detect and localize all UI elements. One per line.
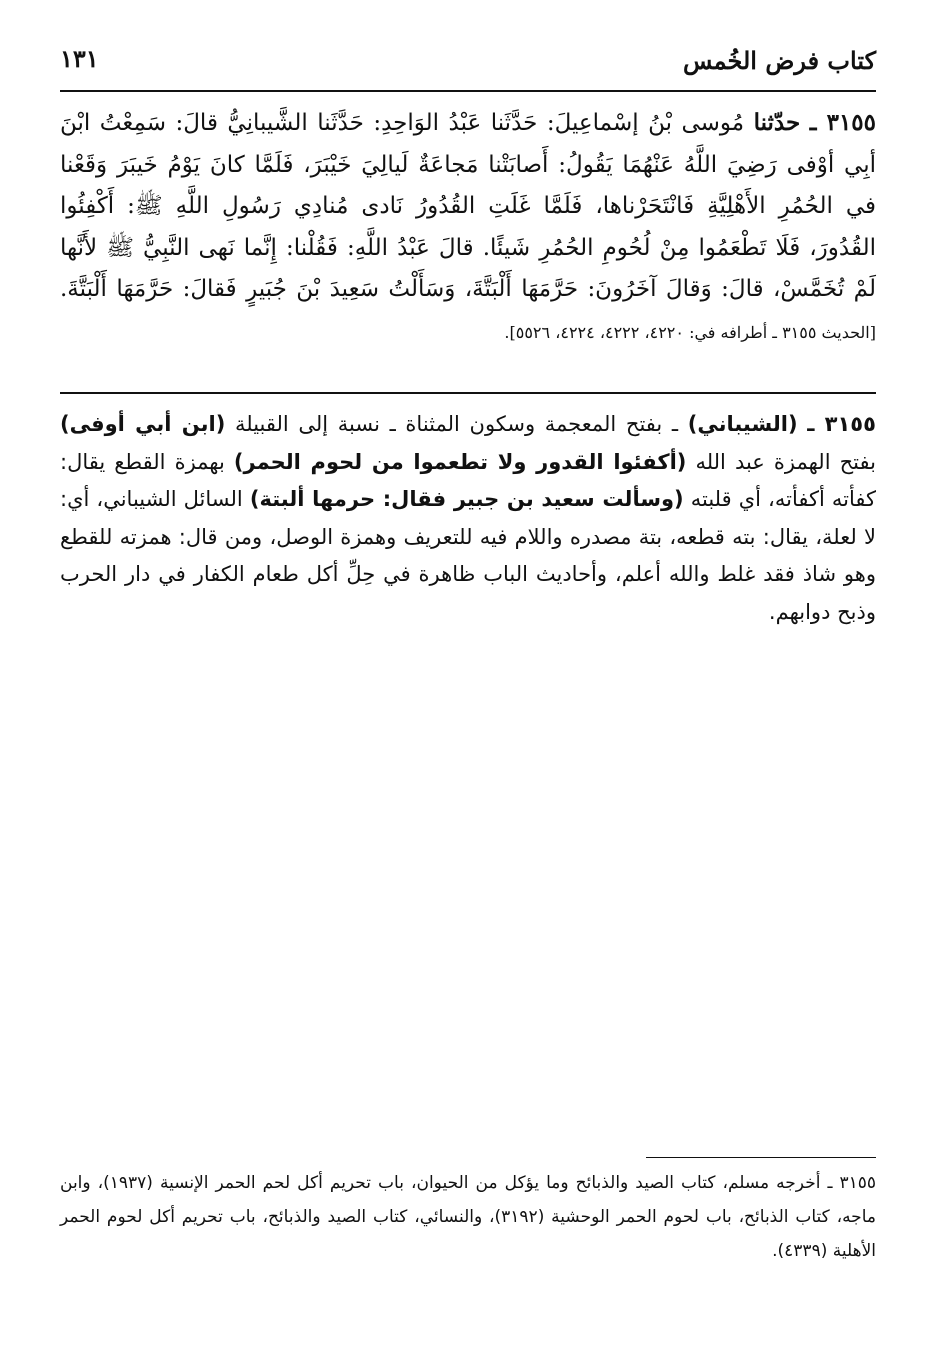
commentary-term-2: (ابن أبي أوفى): [60, 412, 226, 436]
commentary-text-4: السائل الشيباني، أي: لا لعلة، يقال: بته قطعه، بتة مصدره واللام فيه للتعريف وهمزة الوصل، ومن قال: همزته للقطع وهو شاذ فقد غلط والله أعلم، وأحاديث الباب ظاهرة في حِلِّ أكل طعام الكفار في دار الحرب وذبح دوابهم.: [60, 487, 876, 624]
page-header: [60, 40, 876, 92]
commentary-text-2: بفتح الهمزة عبد الله: [695, 449, 876, 474]
commentary-text-1: ـ بفتح المعجمة وسكون المثناة ـ نسبة إلى القبيلة: [235, 412, 679, 436]
hadith-references: [الحديث ٣١٥٥ ـ أطرافه في: ٤٢٢٠، ٤٢٢٢، ٤٢٢٤، ٥٥٢٦].: [504, 322, 876, 342]
hadith-text: [60, 102, 876, 353]
hadith-number: ٣١٥٥ ـ: [809, 109, 877, 136]
hadith-body: مُوسى بْنُ إسْماعِيلَ: حَدَّثَنا عَبْدُ الوَاحِدِ: حَدَّثَنا الشَّيبانِيُّ قالَ: سَمِعْتُ ابْنَ أبِي أوْفى رَضِيَ اللَّهُ عَنْهُمَا يَقُولُ: أَصابَتْنا مَجاعَةٌ لَيالِيَ خَيْبَرَ، فَلَمَّا كانَ يَوْمُ خَيبَرَ وَقَعْنا في الحُمُرِ الأَهْلِيَّةِ فَانْتَحَرْناها، فَلَمَّا غَلَتِ القُدُورُ نَادى مُنادِي رَسُولِ اللَّهِ ﷺ: أَكْفِئُوا القُدُورَ، فَلَا تَطْعَمُوا مِنْ لُحُومِ الحُمُرِ شَيئًا. قالَ عَبْدُ اللَّهِ: فَقُلْنا: إِنَّما نَهى النَّبِيُّ ﷺ لأَنَّها لَمْ تُخَمَّسْ، قالَ: وَقالَ آخَرُونَ: حَرَّمَهَا أَلْبَتَّةَ، وَسَأَلْتُ سَعِيدَ بْنَ جُبَيرٍ فَقالَ: حَرَّمَهَا أَلْبَتَّةَ.: [60, 110, 876, 302]
commentary-term-1: (الشيباني): [687, 412, 798, 436]
commentary-term-3: (أكفئوا القدور ولا تطعموا من لحوم الحمر): [233, 449, 687, 474]
section-divider: [60, 392, 876, 394]
page-number: ١٣١: [60, 44, 99, 73]
commentary-term-4: (وسألت سعيد بن جبير فقال: حرمها ألبتة): [249, 487, 684, 511]
footnote: ٣١٥٥ ـ أخرجه مسلم، كتاب الصيد والذبائح وما يؤكل من الحيوان، باب تحريم أكل لحم الحمر الإنسية (١٩٣٧)، وابن ماجه، كتاب الذبائح، باب لحوم الحمر الوحشية (٣١٩٢)، والنسائي، كتاب الصيد والذبائح، باب تحريم أكل لحوم الحمر الأهلية (٤٣٣٩).: [60, 1173, 876, 1261]
running-title: كتاب فرض الخُمس: [683, 46, 876, 75]
commentary-text-3: بهمزة القطع يقال: كفأته أكفأته، أي قلبته: [60, 449, 876, 511]
commentary-number: ٣١٥٥ ـ: [807, 412, 876, 436]
commentary-text: [60, 406, 876, 631]
footnote-divider: [646, 1157, 876, 1158]
hadith-opening: حدّثنا: [753, 109, 801, 136]
